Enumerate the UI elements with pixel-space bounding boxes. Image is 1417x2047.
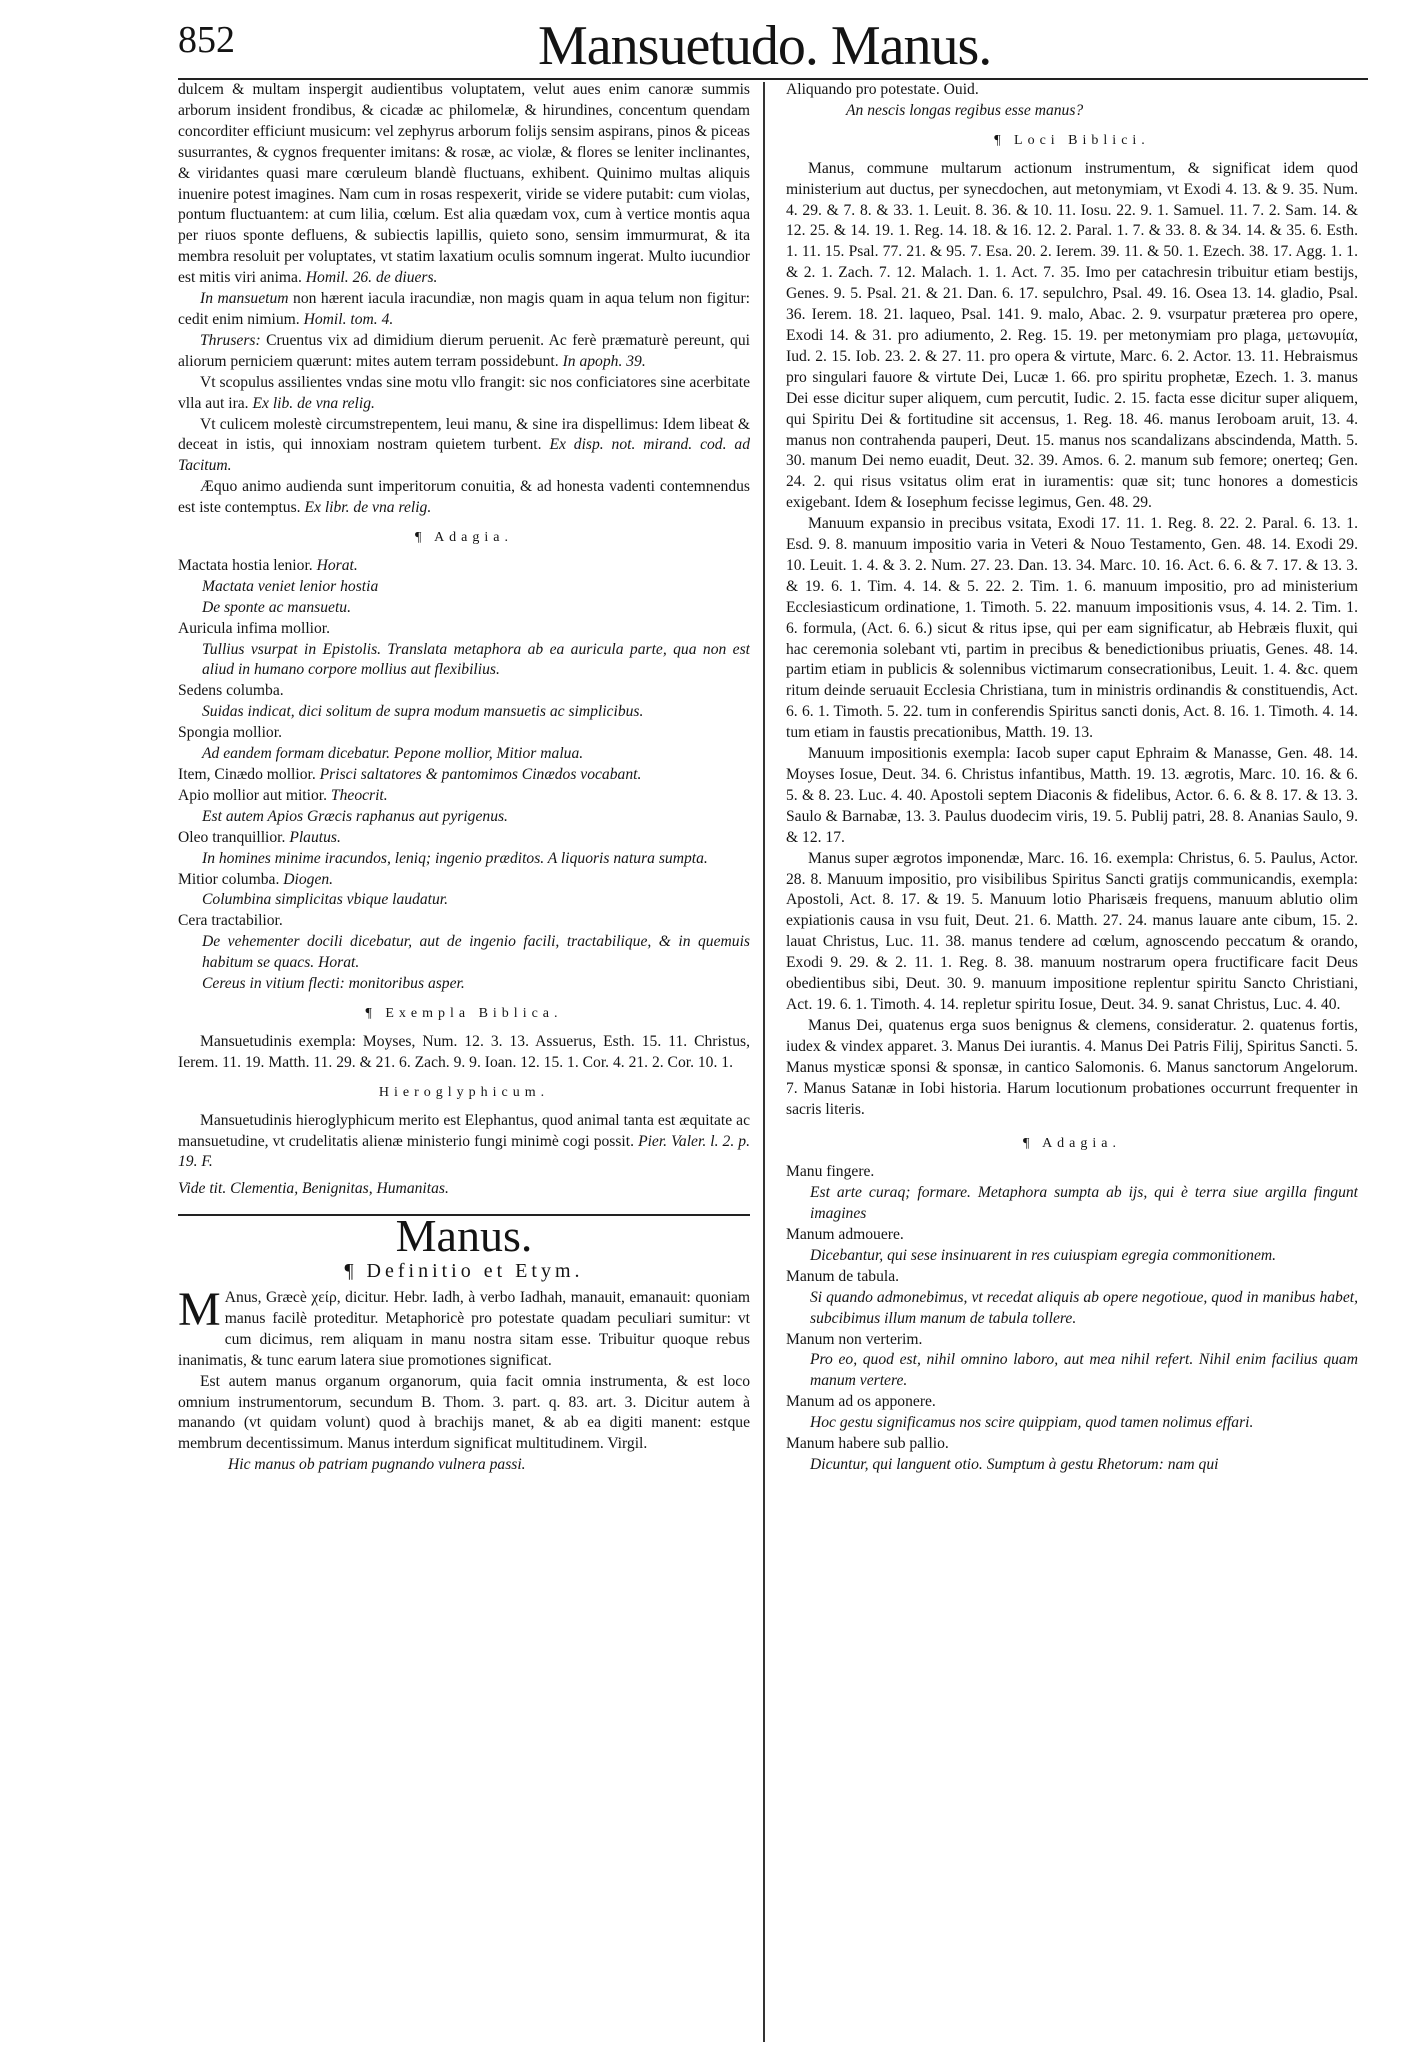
paragraph-text: Vt culicem molestè circumstrepentem, leui manu, & sine ira dispellimus: Idem libeat & deceat in istis, qui innoxiam nostram quietem turbent. bbox=[178, 415, 750, 454]
adage-text: Item, Cinædo mollior. bbox=[178, 766, 316, 783]
paragraph bbox=[178, 1283, 750, 1372]
paragraph bbox=[178, 477, 750, 519]
adage-note: Columbina simplicitas vbique laudatur. bbox=[202, 891, 449, 909]
adage-note: Dicebantur, qui sese insinuarent in res cuiuspiam egregia commonitionem. bbox=[810, 1246, 1277, 1264]
exempla-paragraph: Mansuetudinis exempla: Moyses, Num. 12. 3. 13. Assuerus, Esth. 15. 11. Christus, Ierem. 11. 19. Matth. 11. 29. & 21. 6. Zach. 9. 9. Ioan. 12. 15. 1. Cor. 4. 21. 2. Cor. 10. 1. bbox=[178, 1032, 750, 1071]
adage-entry bbox=[178, 556, 750, 577]
column-divider bbox=[763, 82, 765, 2042]
adage-note: Ad eandem formam dicebatur. Pepone mollior, Mitior malua. bbox=[202, 745, 584, 763]
adage-entry: Manum non verterim. bbox=[786, 1330, 923, 1348]
adage-entry: Manu fingere. bbox=[786, 1163, 875, 1181]
adage-note: Suidas indicat, dici solitum de supra modum mansuetis ac simplicibus. bbox=[202, 703, 644, 721]
source-citation: Ex libr. de vna relig. bbox=[304, 499, 432, 517]
adage-entry: Manum admouere. bbox=[786, 1226, 904, 1244]
paragraph-text: Cruentus vix ad dimidium dierum peruenit. Ac ferè præmaturè pereunt, qui aliorum perniciem quærunt: mites autem terram possidebunt. bbox=[178, 331, 750, 370]
adage-text: Oleo tranquillior. bbox=[178, 828, 286, 846]
section-heading-adagia: ¶ Adagia. bbox=[1023, 1136, 1121, 1152]
page-number: 852 bbox=[178, 19, 235, 61]
section-heading-hieroglyphicum: Hieroglyphicum. bbox=[378, 1084, 550, 1100]
adage-text: Mactata hostia lenior. bbox=[178, 556, 313, 574]
adage-entry bbox=[178, 870, 750, 891]
adage-entry: Manum de tabula. bbox=[786, 1267, 900, 1285]
adagia-list bbox=[786, 1162, 1358, 1476]
paragraph-text: dulcem & multam inspergit audientibus voluptatem, velut aues enim canoræ summis arborum insident frondibus, & cicadæ ac philomelæ, & hirundines, concentum quendam concorditer efficiunt musicum: vel zephyrus arborum folijs sensim aspirans, pinos & piceas susurrantes, & cygnos frequenter imitans: & rosæ, ac violæ, & flores se leniter inclinantes, & viridantes quasi mare cœruleum blandè fluctuans, exhibent. Quinimo multas aliquis inuenire potest imagines. Nam cum in rosas respexerit, viride se videre putabit: cum violas, pontum fluctuantem: at cum lilia, cœlum. Est alia quædam vox, cum à vertice montis aqua per riuos sponte defluens, & subiectis lapillis, quieto sono, sensim immurmurat, & ita membra resoluit per voluptates, vt statim laxatium oculis somnum ingerat. Multo iucundior est mitis viri anima. bbox=[178, 81, 750, 287]
adage-entry: Auricula infima mollior. bbox=[178, 619, 331, 637]
paragraph-text: Anus, Græcè χείρ, dicitur. Hebr. Iadh, à verbo Iadhah, manauit, emanauit: quoniam manus facilè proteditur. Metaphoricè pro potestate quadam peculiari sumitur: vt cum dicimus, rem aliquam in manu nostra sitam esse. Tribuitur quoque rebus inanimatis, & tunc earum latera siue promotiones significat. bbox=[178, 1289, 750, 1369]
paragraph bbox=[178, 80, 750, 289]
adage-note: De vehementer docili dicebatur, aut de ingenio facili, tractabilique, & in quemuis habitum se quacs. Horat. bbox=[202, 933, 750, 972]
adage-note: Plautus. bbox=[289, 828, 341, 846]
source-citation: In apoph. 39. bbox=[562, 352, 646, 370]
lead-term: In mansuetum bbox=[200, 290, 289, 308]
adage-text: Mitior columba. bbox=[178, 870, 280, 888]
paragraph: Est autem manus organum organorum, quia facit omnia instrumenta, & est loco omnium instrumentorum, secundum B. Thom. 3. part. q. 83. art. 3. Dicitur autem à manando (vt quidam volunt) quod à brachijs manet, & ab ea digiti manent: estque membrum decentissimum. Manus interdum significat multitudinem. Virgil. bbox=[178, 1372, 750, 1453]
source-citation: Homil. 26. de diuers. bbox=[305, 269, 438, 287]
paragraph: Manus, commune multarum actionum instrumentum, & significat idem quod ministerium aut ductus, per synecdochen, aut metonymiam, vt Exodi 4. 13. & 9. 35. Num. 4. 29. & 7. 8. & 33. 1. Leuit. 8. 36. & 10. 11. Iosu. 22. 9. 1. Samuel. 11. 7. 2. Sam. 14. & 12. 25. & 14. 19. 1. Reg. 14. 18. & 16. 12. 2. Paral. 1. 7. & 33. 8. & 34. 14. & 35. 6. Esth. 1. 11. 15. Psal. 77. 21. & 95. 7. Esa. 20. 2. Ierem. 39. 11. & 50. 1. Ezech. 38. 17. Agg. 1. 1. & 2. 1. Zach. 7. 12. Malach. 1. 1. Act. 7. 35. Imo per catachresin tribuitur etiam bestijs, Genes. 9. 5. Psal. 21. & 21. Dan. 6. 17. sepulchro, Psal. 49. 16. Osea 13. 14. gladio, Psal. 36. Ierem. 18. 21. laqueo, Psal. 141. 9. malo, Abac. 2. 9. vsurpatur præterea pro opere, Exodi 14. & 31. pro adiumento, 2. Reg. 15. 19. per metonymiam pro plaga, μετωνυμία, Iud. 2. 15. Iob. 23. 2. & 27. 11. pro opera & virtute, Marc. 6. 2. Actor. 13. 11. Hebraismus pro singulari fauore & virtute Dei, Lucæ 1. 66. pro spiritu prophetæ, Ezech. 1. 3. manus Dei esse dicitur super aliquem, cum percutit, Iudic. 2. 15. facta esse dicitur super aliquem, qui Spiritu Dei & fortitudine sit accensus, 1. Reg. 18. 46. manus Ieroboam aruit, 13. 4. manus non contrahenda pauperi, Deut. 15. manus nos scandalizans abscindenda, Matth. 5. 30. manum Dei nemo euadit, Deut. 32. 39. Amos. 6. 2. manum sub femore; onerteq; Gen. 24. 2. qui risus vsitatus olim erat in iuramentis: quæ sit; tunc honores a domesticis exigebant. Idem & Iosephum fecisse legimus, Gen. 48. 29. bbox=[786, 159, 1358, 512]
adagia-list bbox=[178, 556, 750, 995]
adage-entry: Spongia mollior. bbox=[178, 724, 282, 742]
adage-note: Si quando admonebimus, vt recedat aliquis ab opere negotioue, quod in manibus habet, subcibimus illum manum de tabula tollere. bbox=[810, 1288, 1358, 1327]
source-citation: Ex disp. not. mirand. cod. ad Tacitum. bbox=[178, 436, 750, 475]
adage-note: De sponte ac mansuetu. bbox=[202, 598, 351, 616]
section-heading-adagia: ¶ Adagia. bbox=[415, 530, 513, 546]
adage-entry bbox=[178, 765, 750, 786]
running-title: Mansuetudo. Manus. bbox=[538, 15, 992, 77]
section-heading-loci-biblici: ¶ Loci Biblici. bbox=[994, 132, 1150, 148]
adage-note: In homines minime iracundos, leniq; ingenio præditos. A liquoris natura sumpta. bbox=[202, 849, 708, 867]
adage-entry bbox=[178, 786, 750, 807]
adage-note: Prisci saltatores & pantomimos Cinædos vocabant. bbox=[319, 766, 642, 783]
adage-note: Mactata veniet lenior hostia bbox=[202, 577, 379, 595]
source-citation: Pier. Valer. l. 2. p. 19. F. bbox=[178, 1132, 750, 1171]
adage-note: Est arte curaq; formare. Metaphora sumpta ab ijs, qui è terra siue argilla fingunt imagines bbox=[810, 1184, 1358, 1223]
adage-entry: Sedens columba. bbox=[178, 682, 284, 700]
paragraph bbox=[178, 289, 750, 331]
paragraph-text: non hærent iacula iracundiæ, non magis quam in aqua telum non figitur: cedit enim nimium. bbox=[178, 290, 750, 328]
adage-note: Diogen. bbox=[283, 870, 334, 888]
paragraph-text: Vt scopulus assilientes vndas sine motu vllo frangit: sic nos conficiatores sine acerbitate vlla aut ira. bbox=[178, 373, 750, 412]
paragraph bbox=[178, 415, 750, 478]
adage-note: Pro eo, quod est, nihil omnino laboro, aut mea nihil refert. Nihil enim facilius quam manum vertere. bbox=[810, 1351, 1358, 1390]
adage-note: Theocrit. bbox=[330, 786, 388, 804]
paragraph bbox=[178, 331, 750, 373]
adage-note: Hoc gestu significamus nos scire quippiam, quod tamen nolimus effari. bbox=[810, 1414, 1254, 1432]
adage-note: Est autem Apios Græcis raphanus aut pyrigenus. bbox=[202, 807, 508, 825]
verse-quote: Hic manus ob patriam pugnando vulnera passi. bbox=[228, 1456, 526, 1474]
adage-entry bbox=[178, 828, 750, 849]
entry-title: Manus. bbox=[395, 1210, 533, 1262]
left-column bbox=[178, 80, 750, 2040]
paragraph: Manuum impositionis exempla: Iacob super caput Ephraim & Manasse, Gen. 48. 14. Moyses Iosue, Deut. 34. 6. Christus infantibus, Matth. 19. 13. ægrotis, Marc. 10. 16. & 6. 5. & 8. 23. Luc. 4. 40. Apostoli septem Diaconis & fidelibus, Actor. 6. 6. & 8. 17. & 13. 3. Saulo & Barnabæ, 13. 3. Paulus duodecim viris, 19. 5. Publij patri, 28. 8. Ananias Saulo, 9. & 12. 17. bbox=[786, 745, 1358, 846]
paragraph-text: Æquo animo audienda sunt imperitorum conuitia, & ad honesta vadenti contemnendus est iste contemptus. bbox=[178, 478, 750, 517]
adage-note: Cereus in vitium flecti: monitoribus asper. bbox=[202, 975, 465, 993]
adage-entry: Manum ad os apponere. bbox=[786, 1393, 936, 1411]
adage-note: Horat. bbox=[316, 556, 358, 574]
adage-note: Dicuntur, qui languent otio. Sumptum à gestu Rhetorum: nam qui bbox=[810, 1456, 1219, 1473]
cross-reference: Vide tit. Clementia, Benignitas, Humanitas. bbox=[178, 1180, 449, 1198]
paragraph-text: Mansuetudinis hieroglyphicum merito est Elephantus, quod animal tanta est æquitate ac mansuetudine, vt crudelitatis alienæ ministerio fungi minimè cogi possit. bbox=[178, 1111, 750, 1150]
drop-cap: M bbox=[178, 1283, 221, 1337]
source-citation: Homil. tom. 4. bbox=[303, 310, 394, 328]
paragraph bbox=[178, 1111, 750, 1174]
section-heading-exempla: ¶ Exempla Biblica. bbox=[365, 1005, 563, 1021]
adage-text: Apio mollior aut mitior. bbox=[178, 786, 328, 804]
section-heading-definitio: ¶ Definitio et Etym. bbox=[344, 1260, 584, 1283]
page-header bbox=[178, 14, 1368, 76]
adage-note: Tullius vsurpat in Epistolis. Translata metaphora ab ea auricula parte, qua non est aliud in humano corpore mollius aut flexibilius. bbox=[202, 640, 750, 679]
paragraph: Aliquando pro potestate. Ouid. bbox=[786, 81, 979, 98]
paragraph: Manuum expansio in precibus vsitata, Exodi 17. 11. 1. Reg. 8. 22. 2. Paral. 6. 13. 1. Esd. 9. 8. manuum impositio varia in Veteri & Nouo Testamento, Gen. 48. 14. Exodi 29. 10. Leuit. 1. 4. & 3. 2. Num. 27. 23. Dan. 13. 34. Marc. 10. 16. Act. 6. 6. & 7. 17. & 13. 3. & 19. 6. 1. Tim. 4. 14. & 5. 22. 2. Tim. 1. 6. manuum impositio, pro ad ministerium Ecclesiasticum ordinatione, 1. Timoth. 5. 22. manuum impositionis vsus, 4. 14. 2. Tim. 1. 6. formula, (Act. 6. 6.) sicut & ritus ipse, qui per eam significatur, ab Hebræis fluxit, qui hac ceremonia solebant vti, partim in precibus & benedictionibus priuatis, Genes. 48. 14. partim etiam in publicis & solennibus victimarum consecrationibus, Leuit. 1. 4. &c. quem ritum deinde seruauit Ecclesia Christiana, tum in ministris ordinandis & constituendis, Act. 6. 6. 1. Timoth. 5. 22. tum in conferendis Spiritus sancti donis, Act. 8. 16. 1. Timoth. 4. 14. tum etiam in faustis precationibus, Matth. 19. 13. bbox=[786, 515, 1358, 742]
source-citation: Ex lib. de vna relig. bbox=[252, 394, 375, 412]
right-column bbox=[786, 80, 1358, 2040]
paragraph: Manus super ægrotos imponendæ, Marc. 16. 16. exempla: Christus, 6. 5. Paulus, Actor. 28. 8. Manuum impositio, pro visibilibus Spiritus Sancti gratijs communicandis, exempla: Apostoli, Act. 8. 17. & 19. 5. Manuum lotio Pharisæis frequens, manuum ablutio olim expiationis causa in vsu fuit, Deut. 21. 6. Matth. 27. 24. manus lauare ante cibum, 15. 2. lauat Christus, Luc. 11. 38. manus tendere ad cœlum, agnoscendo peccatum & orando, Exodi 9. 29. & 2. 11. 1. Reg. 8. 38. manuum nostrarum opera fructificare facit Deus obedientibus sibi, Deut. 30. 9. manuum impositione replentur spiritu Sancto Christiani, Act. 19. 6. 1. Timoth. 4. 14. repletur spiritu Iosue, Deut. 34. 9. sanat Christus, Luc. 4. 40. bbox=[786, 849, 1358, 1013]
adage-entry: Cera tractabilior. bbox=[178, 912, 283, 930]
lead-term: Thrusers: bbox=[200, 331, 261, 349]
paragraph bbox=[178, 373, 750, 415]
paragraph: Manus Dei, quatenus erga suos benignus & clemens, consideratur. 2. quatenus fortis, iudex & vindex apparet. 3. Manus Dei iurantis. 4. Manus Dei Patris Filij, Spiritus Sancti. 5. Manus mysticæ sponsi & sponsæ, in cantico Salomonis. 6. Manus sanctorum Angelorum. 7. Manus Satanæ in Iobi historia. Harum locutionum probationes occurrunt frequenter in sacris literis. bbox=[786, 1016, 1358, 1118]
adage-entry: Manum habere sub pallio. bbox=[786, 1435, 949, 1453]
verse-quote: An nescis longas regibus esse manus? bbox=[846, 101, 1084, 119]
